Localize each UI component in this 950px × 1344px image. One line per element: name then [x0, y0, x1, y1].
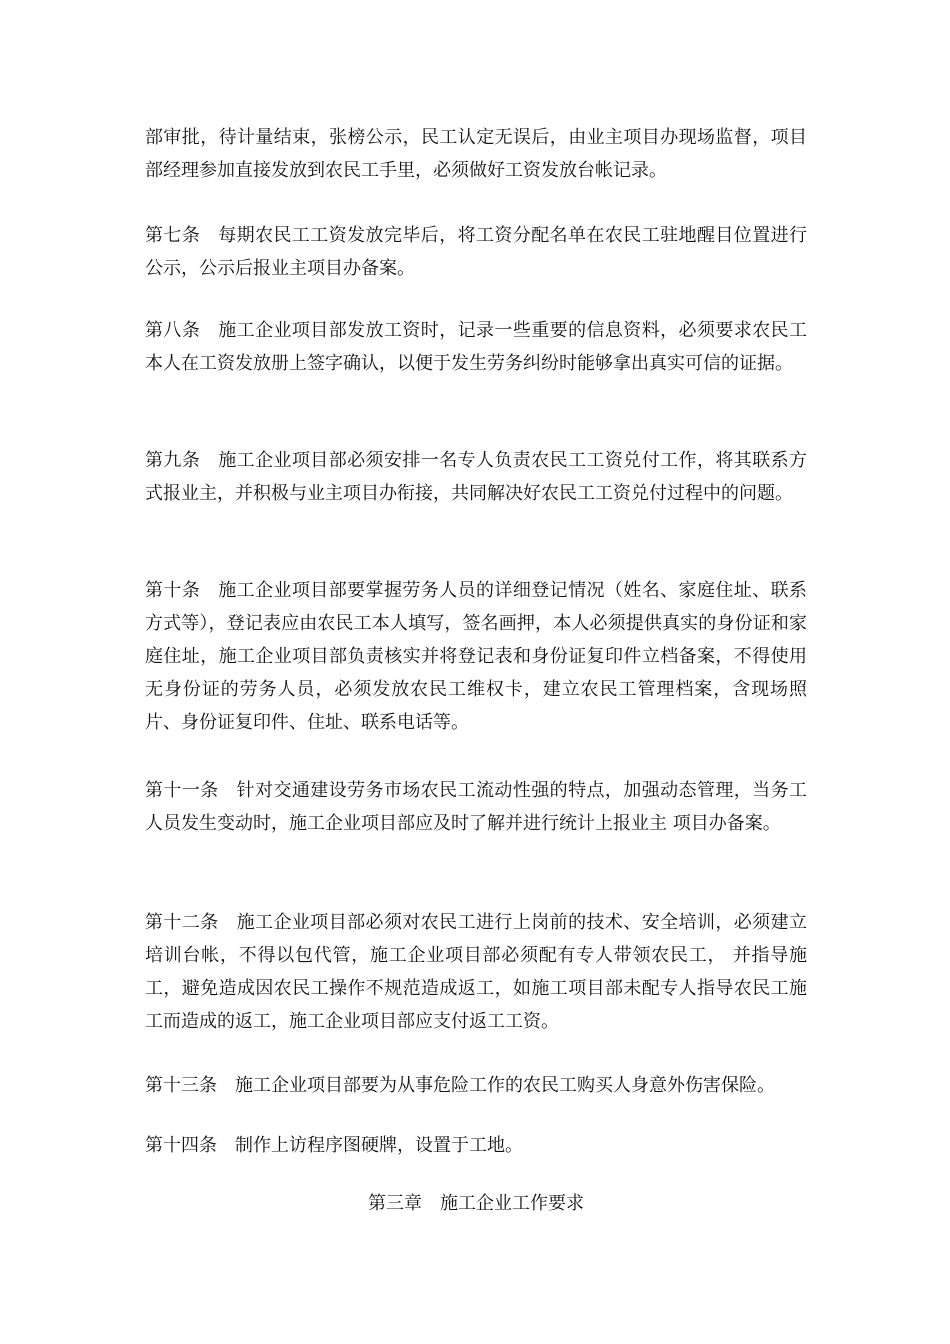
article-10 [145, 574, 807, 739]
article-text: 施工企业项目部要为从事危险工作的农民工购买人身意外伤害保险。 [235, 1075, 775, 1096]
chapter-heading [145, 1187, 807, 1220]
article-number: 第十三条 [145, 1075, 217, 1096]
article-7 [145, 219, 807, 285]
article-text: 制作上访程序图硬牌，设置于工地。 [235, 1135, 523, 1156]
continuation-paragraph [145, 121, 807, 187]
article-text: 施工企业项目部必须安排一名专人负责农民工工资兑付工作，将其联系方式报业主，并积极与业主项目办衔接，共同解决好农民工工资兑付过程中的问题。 [145, 450, 808, 504]
article-14 [145, 1129, 807, 1162]
article-text: 每期农民工工资发放完毕后，将工资分配名单在农民工驻地醒目位置进行公示，公示后报业主项目办备案。 [145, 225, 808, 279]
article-8 [145, 314, 807, 380]
article-number: 第七条 [145, 225, 201, 246]
article-text: 施工企业项目部要掌握劳务人员的详细登记情况（姓名、家庭住址、联系方式等），登记表应由农民工本人填写，签名画押，本人必须提供真实的身份证和家庭住址，施工企业项目部负责核实并将登记表和身份证复印件立档备案，不得使用无身份证的劳务人员，必须发放农民工维权卡，建立农民工管理档案，含现场照片、身份证复印件、住址、联系电话等。 [145, 580, 808, 733]
article-number: 第十四条 [145, 1135, 217, 1156]
article-number: 第九条 [145, 450, 201, 471]
article-11 [145, 774, 807, 840]
article-text: 施工企业项目部必须对农民工进行上岗前的技术、安全培训，必须建立培训台帐，不得以包代管，施工企业项目部必须配有专人带领农民工， 并指导施工，避免造成因农民工操作不规范造成返工，如施工项目部未配专人指导农民工施工而造成的返工，施工企业项目部应支付返工工资。 [145, 912, 808, 1032]
article-12 [145, 906, 807, 1038]
article-text: 施工企业项目部发放工资时，记录一些重要的信息资料，必须要求农民工本人在工资发放册上签字确认，以便于发生劳务纠纷时能够拿出真实可信的证据。 [145, 320, 808, 374]
article-number: 第十二条 [145, 912, 219, 933]
continuation-text: 部审批，待计量结束，张榜公示，民工认定无误后，由业主项目办现场监督，项目部经理参加直接发放到农民工手里，必须做好工资发放台帐记录。 [145, 127, 807, 181]
chapter-number: 第三章 [368, 1193, 422, 1214]
chapter-title: 施工企业工作要求 [440, 1193, 584, 1214]
article-number: 第十一条 [145, 780, 219, 801]
article-number: 第八条 [145, 320, 201, 341]
article-number: 第十条 [145, 580, 201, 601]
article-9 [145, 444, 807, 510]
article-text: 针对交通建设劳务市场农民工流动性强的特点，加强动态管理，当务工人员发生变动时，施工企业项目部应及时了解并进行统计上报业主 项目办备案。 [145, 780, 808, 834]
article-13 [145, 1069, 807, 1102]
